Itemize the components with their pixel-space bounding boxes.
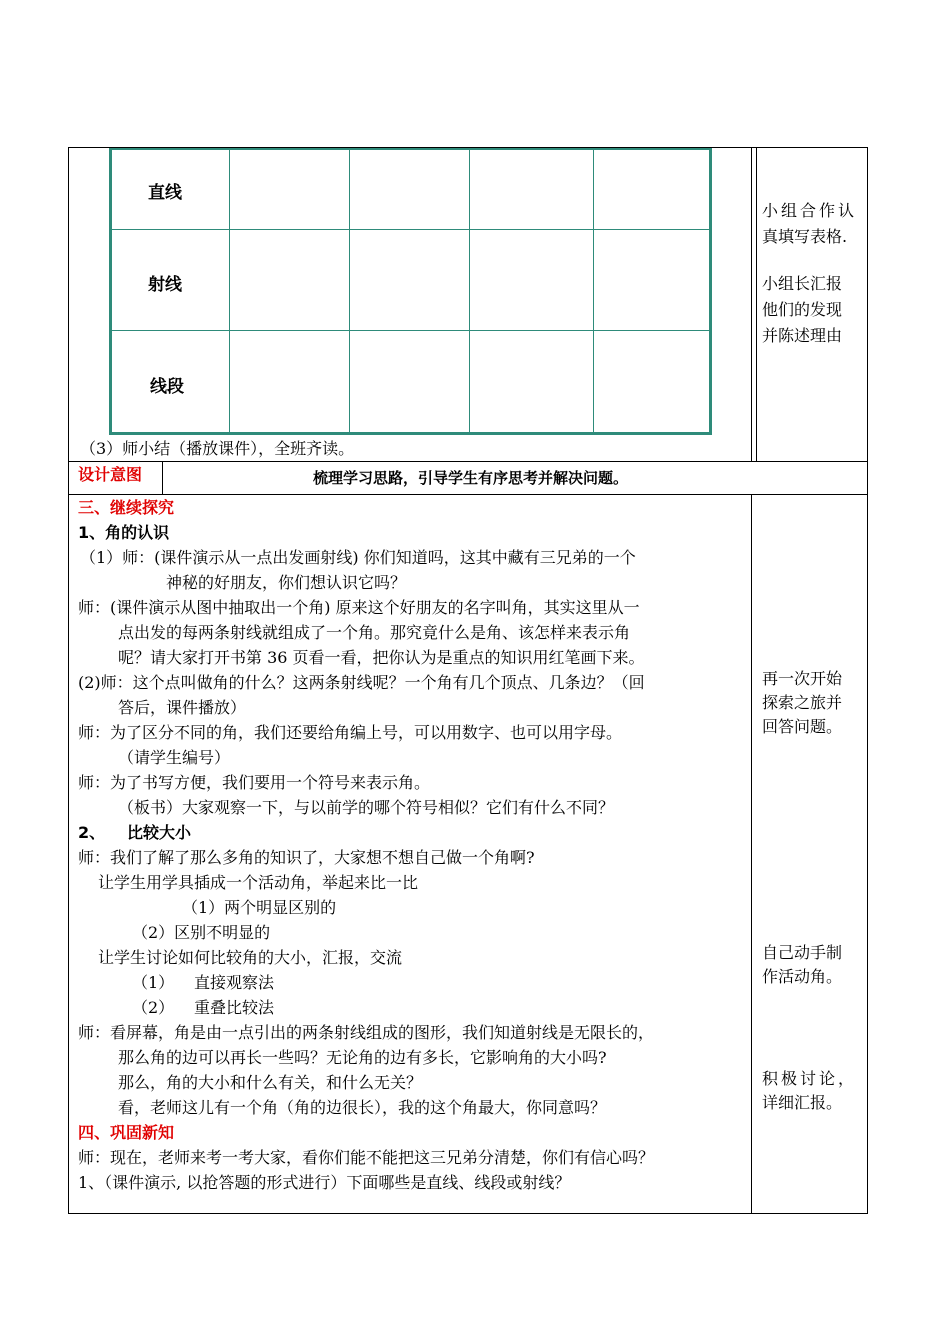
body-line: 直接观察法 bbox=[194, 973, 275, 992]
side-note-line: 小组合作认 bbox=[762, 201, 858, 220]
body-line: 师：为了区分不同的角，我们还要给角编上号，可以用数字、也可以用字母。 bbox=[78, 723, 623, 742]
section-3-heading: 三、继续探究 bbox=[78, 498, 175, 517]
subheading-compare-num: 2、 bbox=[78, 823, 106, 842]
body-line: 点出发的每两条射线就组成了一个角。那究竟什么是角、该怎样来表示角 bbox=[118, 623, 631, 642]
side-note-line: 详细汇报。 bbox=[762, 1093, 843, 1112]
body-line: （板书）大家观察一下，与以前学的哪个符号相似？它们有什么不同？ bbox=[118, 798, 615, 817]
side-note-line: 回答问题。 bbox=[762, 717, 843, 736]
body-line: 让学生讨论如何比较角的大小，汇报，交流 bbox=[98, 948, 403, 967]
body-line: (2)师：这个点叫做角的什么？这两条射线呢？一个角有几个顶点、几条边？（回 bbox=[78, 673, 645, 692]
body-line: 那么，角的大小和什么有关，和什么无关？ bbox=[118, 1073, 423, 1092]
section-4-heading: 四、巩固新知 bbox=[78, 1123, 175, 1142]
body-line: （1）两个明显区别的 bbox=[182, 898, 337, 917]
body-line: 答后，课件播放） bbox=[118, 698, 247, 717]
side-note-line: 积极讨论， bbox=[762, 1069, 858, 1088]
body-line: （2）区别不明显的 bbox=[132, 923, 271, 942]
row-label-line: 直线 bbox=[148, 183, 182, 203]
body-line: 1、（课件演示, 以抢答题的形式进行）下面哪些是直线、线段或射线？ bbox=[78, 1173, 571, 1192]
body-line: 师：现在，老师来考一考大家，看你们能不能把这三兄弟分清楚，你们有信心吗？ bbox=[78, 1148, 655, 1167]
design-intent-label: 设计意图 bbox=[78, 465, 143, 484]
side-note-line: 作活动角。 bbox=[762, 967, 843, 986]
summary-note: （3）师小结（播放课件），全班齐读。 bbox=[80, 439, 355, 458]
body-line: 师：看屏幕，角是由一点引出的两条射线组成的图形，我们知道射线是无限长的， bbox=[78, 1023, 655, 1042]
body-line: 神秘的好朋友，你们想认识它吗？ bbox=[166, 573, 407, 592]
side-note-line: 并陈述理由 bbox=[762, 326, 843, 345]
body-line: 让学生用学具插成一个活动角，举起来比一比 bbox=[98, 873, 419, 892]
subheading-angle: 1、角的认识 bbox=[78, 523, 170, 542]
body-line: 重叠比较法 bbox=[194, 998, 275, 1017]
body-line: 看，老师这儿有一个角（角的边很长），我的这个角最大，你同意吗？ bbox=[118, 1098, 607, 1117]
subheading-compare: 比较大小 bbox=[127, 823, 192, 842]
side-note-line: 探索之旅并 bbox=[762, 693, 843, 712]
body-line: 呢？请大家打开书第 36 页看一看，把你认为是重点的知识用红笔画下来。 bbox=[118, 648, 645, 667]
side-note-line: 小组长汇报 bbox=[762, 274, 843, 293]
side-note-line: 再一次开始 bbox=[762, 669, 843, 688]
body-line: （1）师：(课件演示从一点出发画射线) 你们知道吗，这其中藏有三兄弟的一个 bbox=[80, 548, 636, 567]
body-line: 师：(课件演示从图中抽取出一个角) 原来这个好朋友的名字叫角，其实这里从一 bbox=[78, 598, 640, 617]
list-number: （1） bbox=[132, 973, 175, 992]
body-line: 那么角的边可以再长一些吗？无论角的边有多长，它影响角的大小吗? bbox=[118, 1048, 607, 1067]
body-line: （请学生编号） bbox=[118, 748, 231, 767]
row-label-ray: 射线 bbox=[148, 275, 182, 295]
list-number: （2） bbox=[132, 998, 175, 1017]
side-note-line: 真填写表格. bbox=[762, 227, 848, 246]
side-note-line: 自己动手制 bbox=[762, 943, 843, 962]
body-line: 师：我们了解了那么多角的知识了，大家想不想自己做一个角啊? bbox=[78, 848, 535, 867]
body-line: 师：为了书写方便，我们要用一个符号来表示角。 bbox=[78, 773, 431, 792]
side-note-line: 他们的发现 bbox=[762, 300, 843, 319]
design-intent-text: 梳理学习思路，引导学生有序思考并解决问题。 bbox=[313, 469, 629, 487]
row-label-segment: 线段 bbox=[150, 377, 184, 397]
